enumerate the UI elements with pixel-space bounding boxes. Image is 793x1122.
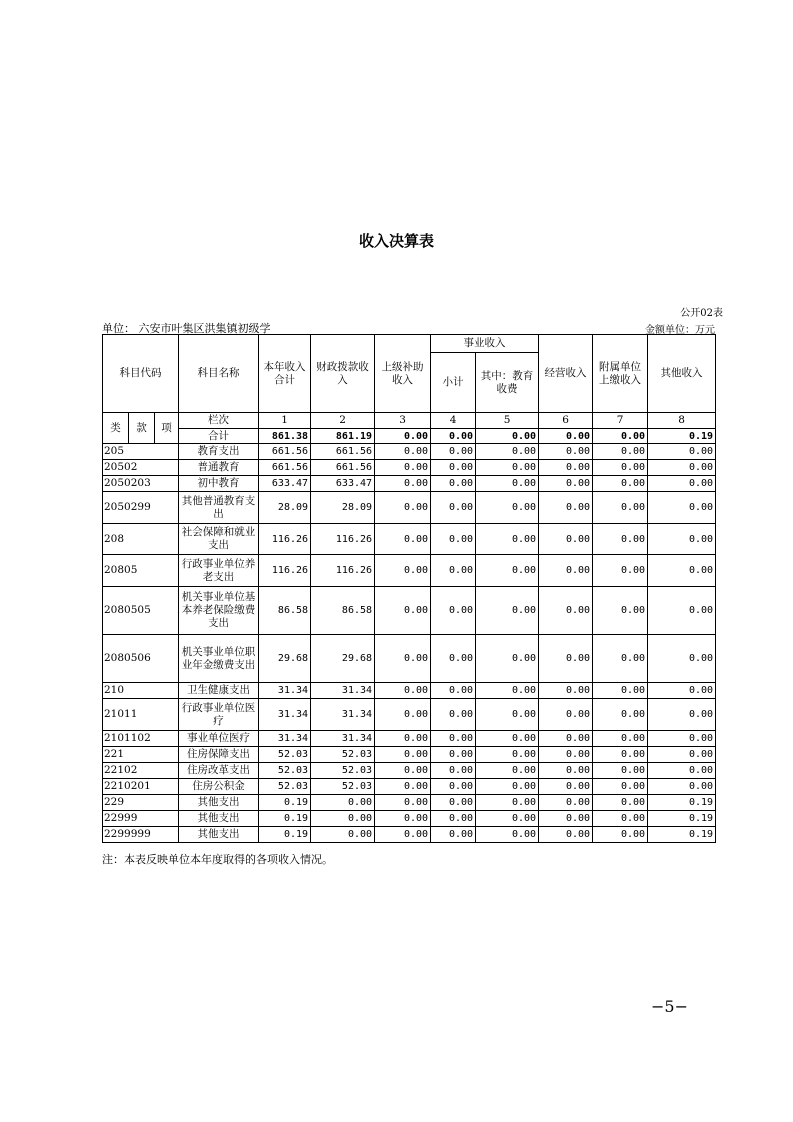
amount-cell: 0.00 [311, 827, 375, 843]
subject-name: 机关事业单位职业年金缴费支出 [179, 635, 259, 683]
subject-code: 2210201 [103, 779, 179, 795]
amount-cell: 0.19 [259, 827, 311, 843]
amount-cell: 0.00 [476, 555, 539, 587]
unit-label: 单位： 六安市叶集区洪集镇初级学 [102, 322, 271, 335]
table-row [103, 444, 716, 460]
amount-cell: 0.00 [593, 699, 648, 731]
amount-cell: 0.00 [593, 683, 648, 699]
amount-cell: 0.00 [431, 795, 476, 811]
subject-code: 210 [103, 683, 179, 699]
amount-cell: 0.00 [375, 779, 431, 795]
amount-cell: 52.03 [259, 747, 311, 763]
income-table [102, 334, 716, 843]
amount-cell: 0.00 [593, 555, 648, 587]
total-value: 0.00 [476, 429, 539, 444]
subject-name: 行政事业单位医疗 [179, 699, 259, 731]
subject-name: 事业单位医疗 [179, 731, 259, 747]
amount-cell: 0.00 [648, 683, 716, 699]
amount-cell: 0.00 [375, 731, 431, 747]
amount-cell: 86.58 [311, 587, 375, 635]
page-number: −5− [651, 997, 688, 1016]
amount-cell: 0.00 [593, 635, 648, 683]
amount-cell: 0.00 [593, 827, 648, 843]
amount-cell: 0.00 [375, 763, 431, 779]
amount-cell: 0.00 [593, 763, 648, 779]
header-subsidy: 上级补助收入 [375, 335, 431, 413]
col-num: 5 [476, 413, 539, 429]
table-row [103, 555, 716, 587]
amount-cell: 0.19 [648, 795, 716, 811]
amount-cell: 0.00 [648, 555, 716, 587]
amount-cell: 0.00 [431, 731, 476, 747]
table-row [103, 731, 716, 747]
subject-name: 普通教育 [179, 460, 259, 476]
amount-cell: 52.03 [259, 763, 311, 779]
amount-cell: 0.00 [648, 444, 716, 460]
amount-cell: 0.00 [648, 747, 716, 763]
amount-cell: 0.00 [476, 699, 539, 731]
header-business-group: 事业收入 [431, 335, 539, 353]
header-fiscal: 财政拨款收入 [311, 335, 375, 413]
amount-cell: 0.00 [539, 476, 593, 492]
amount-cell: 661.56 [259, 460, 311, 476]
amount-unit: 金额单位：万元 [645, 325, 715, 336]
form-number: 公开02表 [680, 308, 723, 319]
amount-cell: 0.00 [593, 587, 648, 635]
amount-cell: 0.00 [476, 811, 539, 827]
subject-code: 221 [103, 747, 179, 763]
amount-cell: 0.00 [375, 460, 431, 476]
amount-cell: 0.00 [476, 476, 539, 492]
amount-cell: 0.19 [648, 811, 716, 827]
amount-cell: 0.00 [539, 683, 593, 699]
header-subtotal: 小计 [431, 353, 476, 413]
amount-cell: 31.34 [311, 683, 375, 699]
subject-code: 21011 [103, 699, 179, 731]
amount-cell: 0.00 [593, 731, 648, 747]
amount-cell: 0.00 [476, 763, 539, 779]
amount-cell: 0.00 [539, 699, 593, 731]
amount-cell: 0.00 [375, 444, 431, 460]
total-label: 合计 [179, 429, 259, 444]
table-row [103, 763, 716, 779]
col-num: 1 [259, 413, 311, 429]
subject-name: 其他支出 [179, 811, 259, 827]
amount-cell: 0.00 [476, 731, 539, 747]
total-value: 0.19 [648, 429, 716, 444]
table-row [103, 460, 716, 476]
amount-cell: 661.56 [311, 460, 375, 476]
column-number-row [103, 413, 716, 429]
subject-code: 2080506 [103, 635, 179, 683]
amount-cell: 0.00 [593, 444, 648, 460]
subject-name: 卫生健康支出 [179, 683, 259, 699]
amount-cell: 0.00 [539, 444, 593, 460]
amount-cell: 0.00 [648, 699, 716, 731]
subject-code: 2050299 [103, 492, 179, 524]
amount-cell: 31.34 [311, 699, 375, 731]
subject-name: 住房公积金 [179, 779, 259, 795]
amount-cell: 0.00 [648, 524, 716, 555]
amount-cell: 0.00 [593, 747, 648, 763]
amount-cell: 0.00 [648, 476, 716, 492]
total-value: 861.19 [311, 429, 375, 444]
subject-name: 行政事业单位养老支出 [179, 555, 259, 587]
subject-code: 20502 [103, 460, 179, 476]
subject-name: 其他支出 [179, 827, 259, 843]
amount-cell: 116.26 [259, 524, 311, 555]
amount-cell: 0.00 [476, 587, 539, 635]
amount-cell: 0.00 [431, 492, 476, 524]
amount-cell: 0.00 [539, 635, 593, 683]
amount-cell: 0.00 [648, 763, 716, 779]
amount-cell: 0.00 [431, 763, 476, 779]
amount-cell: 0.00 [311, 795, 375, 811]
page-title: 收入决算表 [358, 232, 434, 250]
table-row [103, 827, 716, 843]
table-row [103, 699, 716, 731]
amount-cell: 52.03 [311, 747, 375, 763]
amount-cell: 0.00 [431, 524, 476, 555]
header-name: 科目名称 [179, 335, 259, 413]
subject-name: 其他普通教育支出 [179, 492, 259, 524]
amount-cell: 0.00 [648, 492, 716, 524]
subject-code: 2050203 [103, 476, 179, 492]
amount-cell: 31.34 [259, 731, 311, 747]
amount-cell: 0.00 [476, 460, 539, 476]
amount-cell: 0.00 [593, 524, 648, 555]
amount-cell: 633.47 [311, 476, 375, 492]
table-row [103, 587, 716, 635]
amount-cell: 0.00 [593, 460, 648, 476]
col-num: 6 [539, 413, 593, 429]
subject-code: 20805 [103, 555, 179, 587]
amount-cell: 0.00 [476, 635, 539, 683]
amount-cell: 0.00 [431, 444, 476, 460]
amount-cell: 116.26 [311, 555, 375, 587]
col-num: 4 [431, 413, 476, 429]
table-row [103, 492, 716, 524]
amount-cell: 31.34 [259, 683, 311, 699]
amount-cell: 661.56 [311, 444, 375, 460]
header-row-1 [103, 335, 716, 353]
table-row [103, 524, 716, 555]
amount-cell: 31.34 [311, 731, 375, 747]
total-value: 0.00 [375, 429, 431, 444]
footnote: 注：本表反映单位本年度取得的各项收入情况。 [102, 853, 333, 866]
header-lanci: 栏次 [179, 413, 259, 429]
amount-cell: 0.00 [375, 827, 431, 843]
amount-cell: 0.00 [431, 555, 476, 587]
amount-cell: 0.00 [593, 795, 648, 811]
amount-cell: 0.00 [431, 587, 476, 635]
amount-cell: 29.68 [311, 635, 375, 683]
col-num: 8 [648, 413, 716, 429]
amount-cell: 0.00 [431, 811, 476, 827]
amount-cell: 0.00 [476, 747, 539, 763]
header-operating: 经营收入 [539, 335, 593, 413]
table-row [103, 811, 716, 827]
amount-cell: 0.00 [311, 811, 375, 827]
table-row [103, 747, 716, 763]
amount-cell: 0.19 [259, 811, 311, 827]
amount-cell: 0.00 [375, 635, 431, 683]
amount-cell: 52.03 [259, 779, 311, 795]
amount-cell: 0.00 [375, 811, 431, 827]
header-kuan: 款 [129, 413, 155, 444]
subject-code: 205 [103, 444, 179, 460]
table-row [103, 683, 716, 699]
amount-cell: 0.00 [431, 476, 476, 492]
amount-cell: 633.47 [259, 476, 311, 492]
amount-cell: 0.00 [375, 683, 431, 699]
amount-cell: 116.26 [311, 524, 375, 555]
amount-cell: 0.00 [648, 460, 716, 476]
amount-cell: 0.00 [593, 492, 648, 524]
amount-cell: 0.00 [476, 524, 539, 555]
subject-code: 229 [103, 795, 179, 811]
amount-cell: 0.00 [476, 795, 539, 811]
total-value: 861.38 [259, 429, 311, 444]
amount-cell: 0.00 [593, 779, 648, 795]
subject-code: 22999 [103, 811, 179, 827]
amount-cell: 0.00 [648, 587, 716, 635]
amount-cell: 0.00 [476, 779, 539, 795]
header-affiliated: 附属单位上缴收入 [593, 335, 648, 413]
amount-cell: 0.00 [375, 524, 431, 555]
amount-cell: 0.00 [476, 444, 539, 460]
amount-cell: 0.00 [648, 779, 716, 795]
amount-cell: 0.00 [375, 795, 431, 811]
amount-cell: 0.00 [431, 460, 476, 476]
subject-code: 2101102 [103, 731, 179, 747]
table-row [103, 476, 716, 492]
amount-cell: 0.00 [431, 747, 476, 763]
amount-cell: 0.00 [431, 683, 476, 699]
amount-cell: 86.58 [259, 587, 311, 635]
subject-name: 住房改革支出 [179, 763, 259, 779]
amount-cell: 0.00 [375, 699, 431, 731]
amount-cell: 0.00 [593, 811, 648, 827]
header-lei: 类 [103, 413, 129, 444]
amount-cell: 28.09 [259, 492, 311, 524]
amount-cell: 0.00 [648, 635, 716, 683]
amount-cell: 0.00 [539, 763, 593, 779]
amount-cell: 0.00 [539, 555, 593, 587]
amount-cell: 0.00 [375, 747, 431, 763]
amount-cell: 0.00 [539, 811, 593, 827]
table-row [103, 635, 716, 683]
col-num: 2 [311, 413, 375, 429]
amount-cell: 28.09 [311, 492, 375, 524]
amount-cell: 0.00 [375, 492, 431, 524]
amount-cell: 0.00 [476, 683, 539, 699]
subject-name: 住房保障支出 [179, 747, 259, 763]
amount-cell: 0.00 [539, 524, 593, 555]
subject-name: 其他支出 [179, 795, 259, 811]
amount-cell: 31.34 [259, 699, 311, 731]
amount-cell: 0.00 [539, 795, 593, 811]
amount-cell: 29.68 [259, 635, 311, 683]
subject-code: 2080505 [103, 587, 179, 635]
amount-cell: 0.00 [539, 747, 593, 763]
amount-cell: 0.00 [539, 827, 593, 843]
col-num: 7 [593, 413, 648, 429]
subject-name: 教育支出 [179, 444, 259, 460]
header-other: 其他收入 [648, 335, 716, 413]
amount-cell: 52.03 [311, 763, 375, 779]
amount-cell: 0.00 [375, 587, 431, 635]
total-value: 0.00 [593, 429, 648, 444]
subject-name: 机关事业单位基本养老保险缴费支出 [179, 587, 259, 635]
header-edu-fee: 其中：教育收费 [476, 353, 539, 413]
subject-code: 2299999 [103, 827, 179, 843]
amount-cell: 0.00 [539, 460, 593, 476]
col-num: 3 [375, 413, 431, 429]
amount-cell: 0.00 [539, 779, 593, 795]
amount-cell: 0.00 [431, 779, 476, 795]
amount-cell: 0.19 [259, 795, 311, 811]
header-xiang: 项 [155, 413, 179, 444]
amount-cell: 0.00 [539, 731, 593, 747]
amount-cell: 0.00 [375, 476, 431, 492]
amount-cell: 0.00 [539, 587, 593, 635]
amount-cell: 0.00 [476, 827, 539, 843]
amount-cell: 0.00 [431, 699, 476, 731]
header-code: 科目代码 [103, 335, 179, 413]
subject-code: 22102 [103, 763, 179, 779]
amount-cell: 52.03 [311, 779, 375, 795]
amount-cell: 0.00 [431, 827, 476, 843]
total-value: 0.00 [431, 429, 476, 444]
amount-cell: 0.00 [539, 492, 593, 524]
subject-code: 208 [103, 524, 179, 555]
subject-name: 社会保障和就业支出 [179, 524, 259, 555]
amount-cell: 0.00 [593, 476, 648, 492]
amount-cell: 116.26 [259, 555, 311, 587]
header-total-income: 本年收入合计 [259, 335, 311, 413]
amount-cell: 0.00 [476, 492, 539, 524]
subject-name: 初中教育 [179, 476, 259, 492]
total-row [103, 429, 716, 444]
total-value: 0.00 [539, 429, 593, 444]
table-row [103, 795, 716, 811]
amount-cell: 0.19 [648, 827, 716, 843]
amount-cell: 0.00 [648, 731, 716, 747]
amount-cell: 0.00 [375, 555, 431, 587]
table-row [103, 779, 716, 795]
amount-cell: 661.56 [259, 444, 311, 460]
amount-cell: 0.00 [431, 635, 476, 683]
